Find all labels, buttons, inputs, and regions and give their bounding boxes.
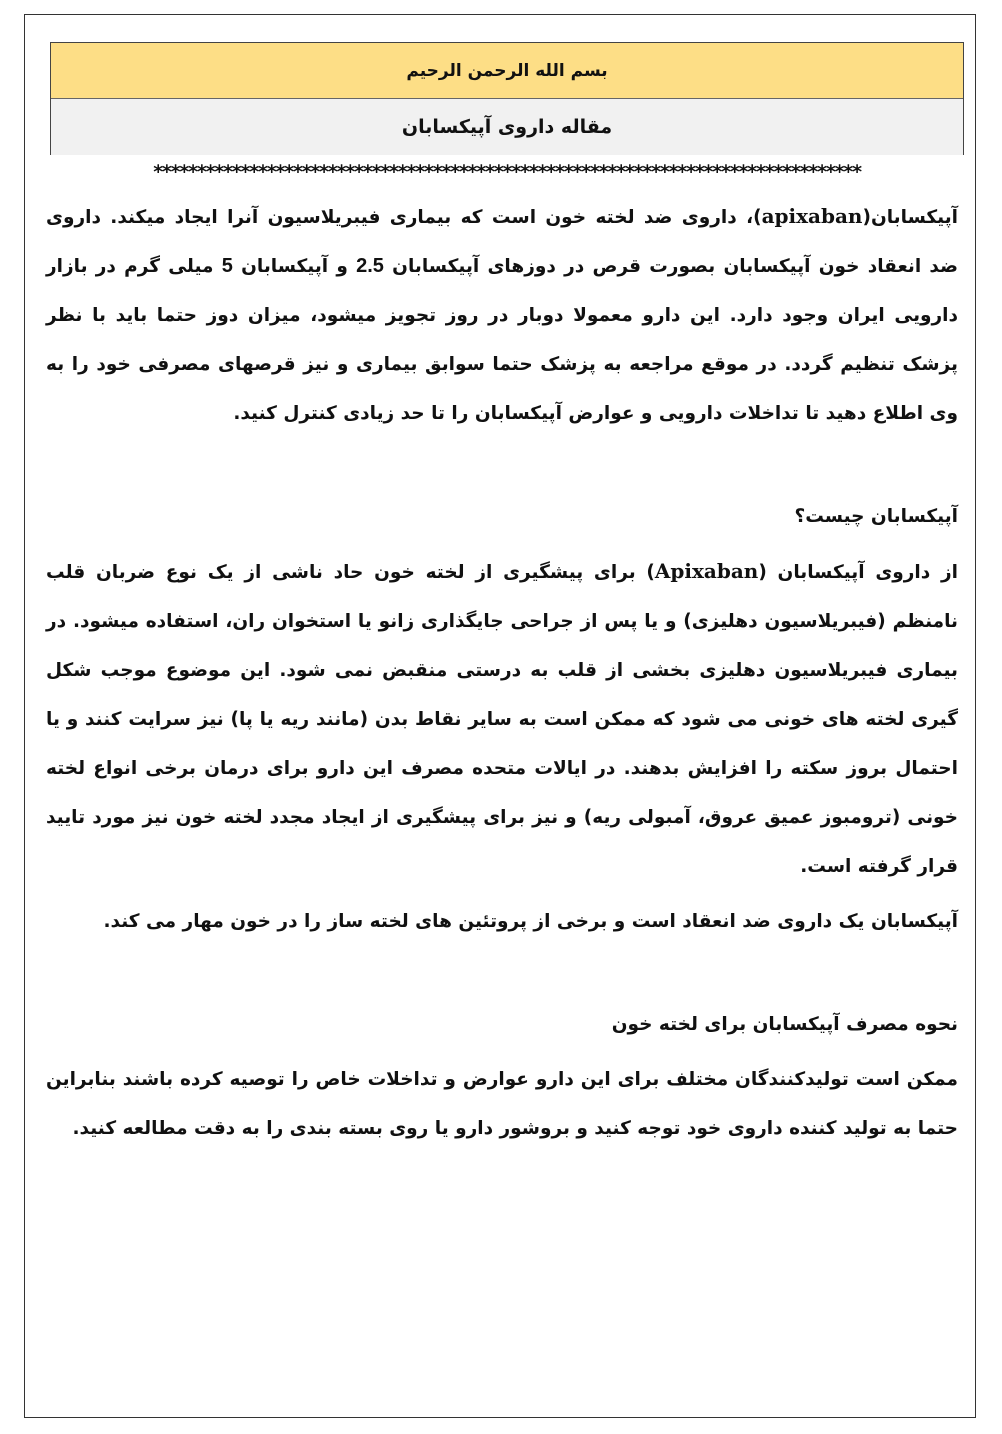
what-paragraph-2: آپیکسابان یک داروی ضد انعقاد است و برخی از پروتئین های لخته ساز را در خون مهار می کند. xyxy=(103,911,958,932)
what-paragraph xyxy=(46,547,958,891)
intro-text-end: میلی گرم در بازار دارویی ایران وجود دارد. این دارو معمولا دوبار در روز تجویز میشود، میزان دوز حتما باید با نظر پزشک تنظیم گردد. در موقع مراجعه به پزشک حتما سوابق بیماری و نیز قرصهای مصرفی خود را به وی اطلاع دهید تا تداخلات دارویی و عوارض آپیکسابان را تا حد زیادی کنترل کنید. xyxy=(46,256,958,424)
section-heading-usage: نحوه مصرف آپیکسابان برای لخته خون xyxy=(611,1014,958,1035)
basmala-heading: بسم الله الرحمن الرحیم xyxy=(51,43,963,99)
intro-latin-term: apixaban xyxy=(761,204,863,228)
article-title: مقاله داروی آپیکسابان xyxy=(51,99,963,155)
section-heading-what: آپیکسابان چیست؟ xyxy=(794,506,958,527)
intro-dose-2: 5 xyxy=(221,255,233,277)
intro-text-start: آپیکسابان( xyxy=(862,207,958,228)
what-text-rest: ) برای پیشگیری از لخته خون حاد ناشی از یک نوع ضربان قلب نامنظم (فیبریلاسیون دهلیزی) و یا پس از جراحی جایگذاری زانو یا استخوان ران، استفاده میشود. در بیماری فیبریلاسیون دهلیزی بخشی از قلب به درستی منقبض نمی شود. این موضوع موجب شکل گیری لخته های خونی می شود که ممکن است به سایر نقاط بدن (مانند ریه یا پا) نیز سرایت کنند و یا احتمال بروز سکته را افزایش بدهند. در ایالات متحده مصرف این دارو برای درمان برخی انواع لخته خونی (ترومبوز عمیق عروق، آمبولی ریه) و نیز برای پیشگیری از ایجاد مجدد لخته خون نیز مورد تایید قرار گرفته است. xyxy=(46,562,958,877)
header-table xyxy=(50,42,964,155)
intro-dose-1: 2.5 xyxy=(356,255,384,277)
article-body xyxy=(46,192,958,1153)
what-text-start: از داروی آپیکسابان ( xyxy=(758,562,958,583)
intro-text-b: و آپیکسابان xyxy=(232,256,357,277)
usage-paragraph: ممکن است تولیدکنندگان مختلف برای این دارو عوارض و تداخلات خاص را توصیه کرده باشند بنابراین حتما به تولید کننده داروی خود توجه کنید و بروشور دارو یا روی بسته بندی را به دقت مطالعه کنید. xyxy=(46,1069,958,1139)
intro-paragraph xyxy=(46,192,958,438)
what-latin-term: Apixaban xyxy=(654,559,759,583)
intro-text-a: )، داروی ضد لخته خون است که بیماری فیبریلاسیون آنرا ایجاد میکند. داروی ضد انعقاد خون آپیکسابان بصورت قرص در دوزهای آپیکسابان xyxy=(46,207,958,277)
separator-line: ********************************************************************************* xyxy=(153,161,861,183)
